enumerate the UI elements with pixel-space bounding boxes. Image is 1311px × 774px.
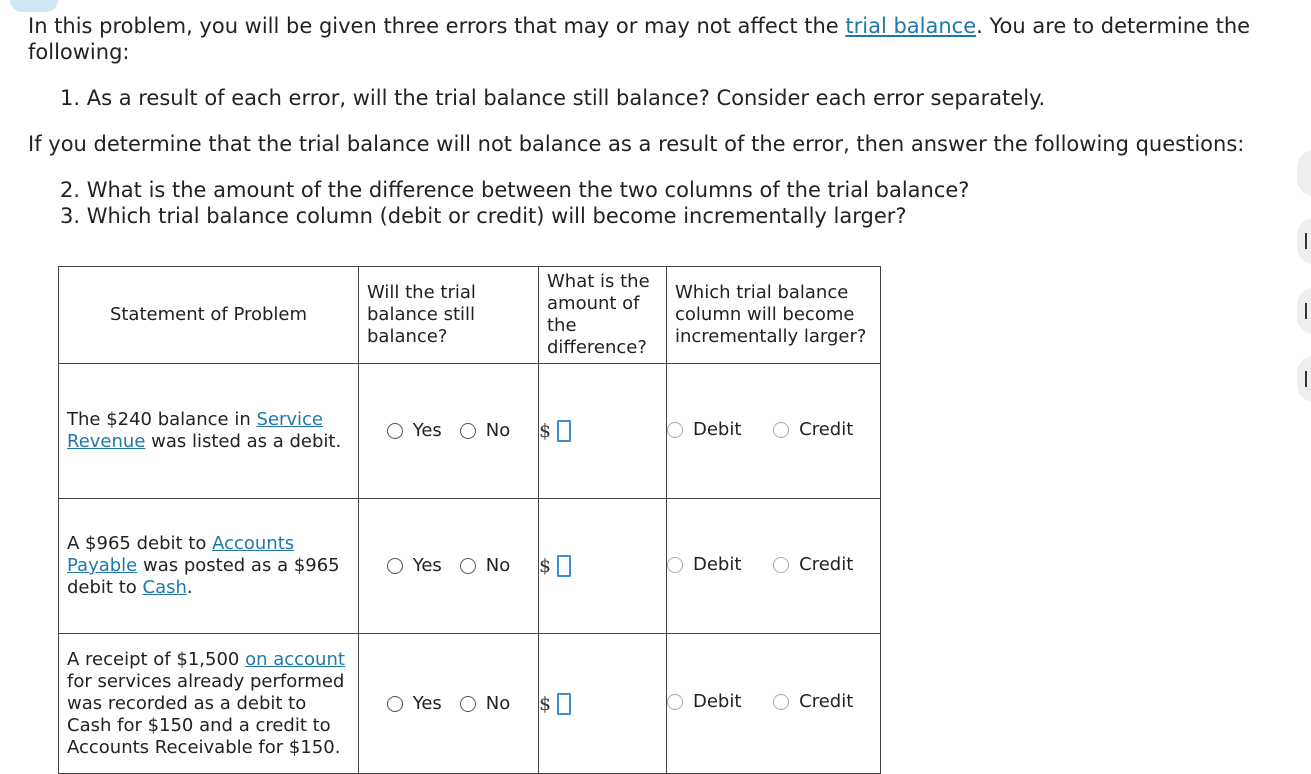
column-choice-cell-2 — [667, 499, 881, 634]
question-1: 1. As a result of each error, will the trial balance still balance? Consider each error separately. — [60, 86, 1046, 110]
question-3: 3. Which trial balance column (debit or credit) will become incrementally larger? — [60, 204, 907, 228]
radio-circle[interactable] — [773, 694, 789, 710]
credit-radio-2[interactable]: Credit — [773, 554, 853, 576]
balance-choice-cell-2 — [359, 499, 539, 634]
yes-radio-3[interactable]: Yes — [387, 693, 442, 715]
radio-circle[interactable] — [460, 558, 476, 574]
side-tool-button-1[interactable] — [1297, 150, 1311, 196]
difference-input-1[interactable] — [557, 420, 571, 442]
radio-circle[interactable] — [667, 557, 683, 573]
credit-radio-3[interactable]: Credit — [773, 691, 853, 713]
yes-radio-1[interactable]: Yes — [387, 420, 442, 442]
debit-radio-3[interactable]: Debit — [667, 691, 741, 713]
service-revenue-link-cont[interactable]: Revenue — [67, 431, 146, 452]
accounts-payable-link-cont[interactable]: Payable — [67, 555, 138, 576]
radio-circle[interactable] — [460, 696, 476, 712]
header-still-balance: Will the trial balance still balance? — [359, 267, 539, 364]
table-header-row — [59, 267, 881, 364]
table-row — [59, 364, 881, 499]
yes-radio-2[interactable]: Yes — [387, 555, 442, 577]
accounts-payable-link[interactable]: Accounts — [212, 533, 295, 554]
debit-radio-1[interactable]: Debit — [667, 419, 741, 441]
problem-statement-3: A receipt of $1,500 on account for services already performed was recorded as a debit to Cash for $150 and a credit to Accounts Receivable for $150. — [59, 634, 359, 774]
difference-input-2[interactable] — [557, 555, 571, 577]
side-tool-button-3[interactable] — [1297, 288, 1311, 334]
difference-cell-3: $ — [539, 634, 667, 774]
balance-choice-cell-1 — [359, 364, 539, 499]
side-tool-button-4[interactable] — [1297, 356, 1311, 402]
top-tab-indicator — [10, 0, 58, 12]
service-revenue-link[interactable]: Service — [256, 409, 323, 430]
radio-circle[interactable] — [773, 422, 789, 438]
no-radio-3[interactable]: No — [460, 693, 510, 715]
cash-link[interactable]: Cash — [142, 577, 187, 598]
header-difference-amount: What is the amount of the difference? — [539, 267, 667, 364]
difference-cell-1: $ — [539, 364, 667, 499]
table-row — [59, 634, 881, 774]
balance-choice-cell-3 — [359, 634, 539, 774]
intro-line-2: following: — [28, 40, 130, 64]
intro-line-1: In this problem, you will be given three errors that may or may not affect the trial balance. You are to determine the — [28, 14, 1251, 38]
on-account-link[interactable]: on account — [245, 648, 345, 670]
problem-statement-1: The $240 balance in Service Revenue was listed as a debit. — [59, 364, 359, 499]
radio-circle[interactable] — [773, 557, 789, 573]
trial-balance-link[interactable]: trial balance — [845, 14, 977, 38]
column-choice-cell-1 — [667, 364, 881, 499]
radio-circle[interactable] — [460, 423, 476, 439]
radio-circle[interactable] — [667, 694, 683, 710]
error-analysis-table — [58, 266, 881, 774]
radio-circle[interactable] — [387, 696, 403, 712]
header-statement: Statement of Problem — [59, 267, 359, 364]
radio-circle[interactable] — [667, 422, 683, 438]
question-2: 2. What is the amount of the difference between the two columns of the trial balance? — [60, 178, 970, 202]
side-tool-button-2[interactable] — [1297, 218, 1311, 264]
problem-statement-2: A $965 debit to Accounts Payable was posted as a $965 debit to Cash. — [59, 499, 359, 634]
no-radio-1[interactable]: No — [460, 420, 510, 442]
difference-input-3[interactable] — [557, 693, 571, 715]
header-larger-column: Which trial balance column will become incrementally larger? — [667, 267, 881, 364]
condition-text: If you determine that the trial balance will not balance as a result of the error, then answer the following questions: — [28, 132, 1245, 156]
column-choice-cell-3 — [667, 634, 881, 774]
no-radio-2[interactable]: No — [460, 555, 510, 577]
radio-circle[interactable] — [387, 558, 403, 574]
table-row — [59, 499, 881, 634]
debit-radio-2[interactable]: Debit — [667, 554, 741, 576]
difference-cell-2: $ — [539, 499, 667, 634]
credit-radio-1[interactable]: Credit — [773, 419, 853, 441]
radio-circle[interactable] — [387, 423, 403, 439]
